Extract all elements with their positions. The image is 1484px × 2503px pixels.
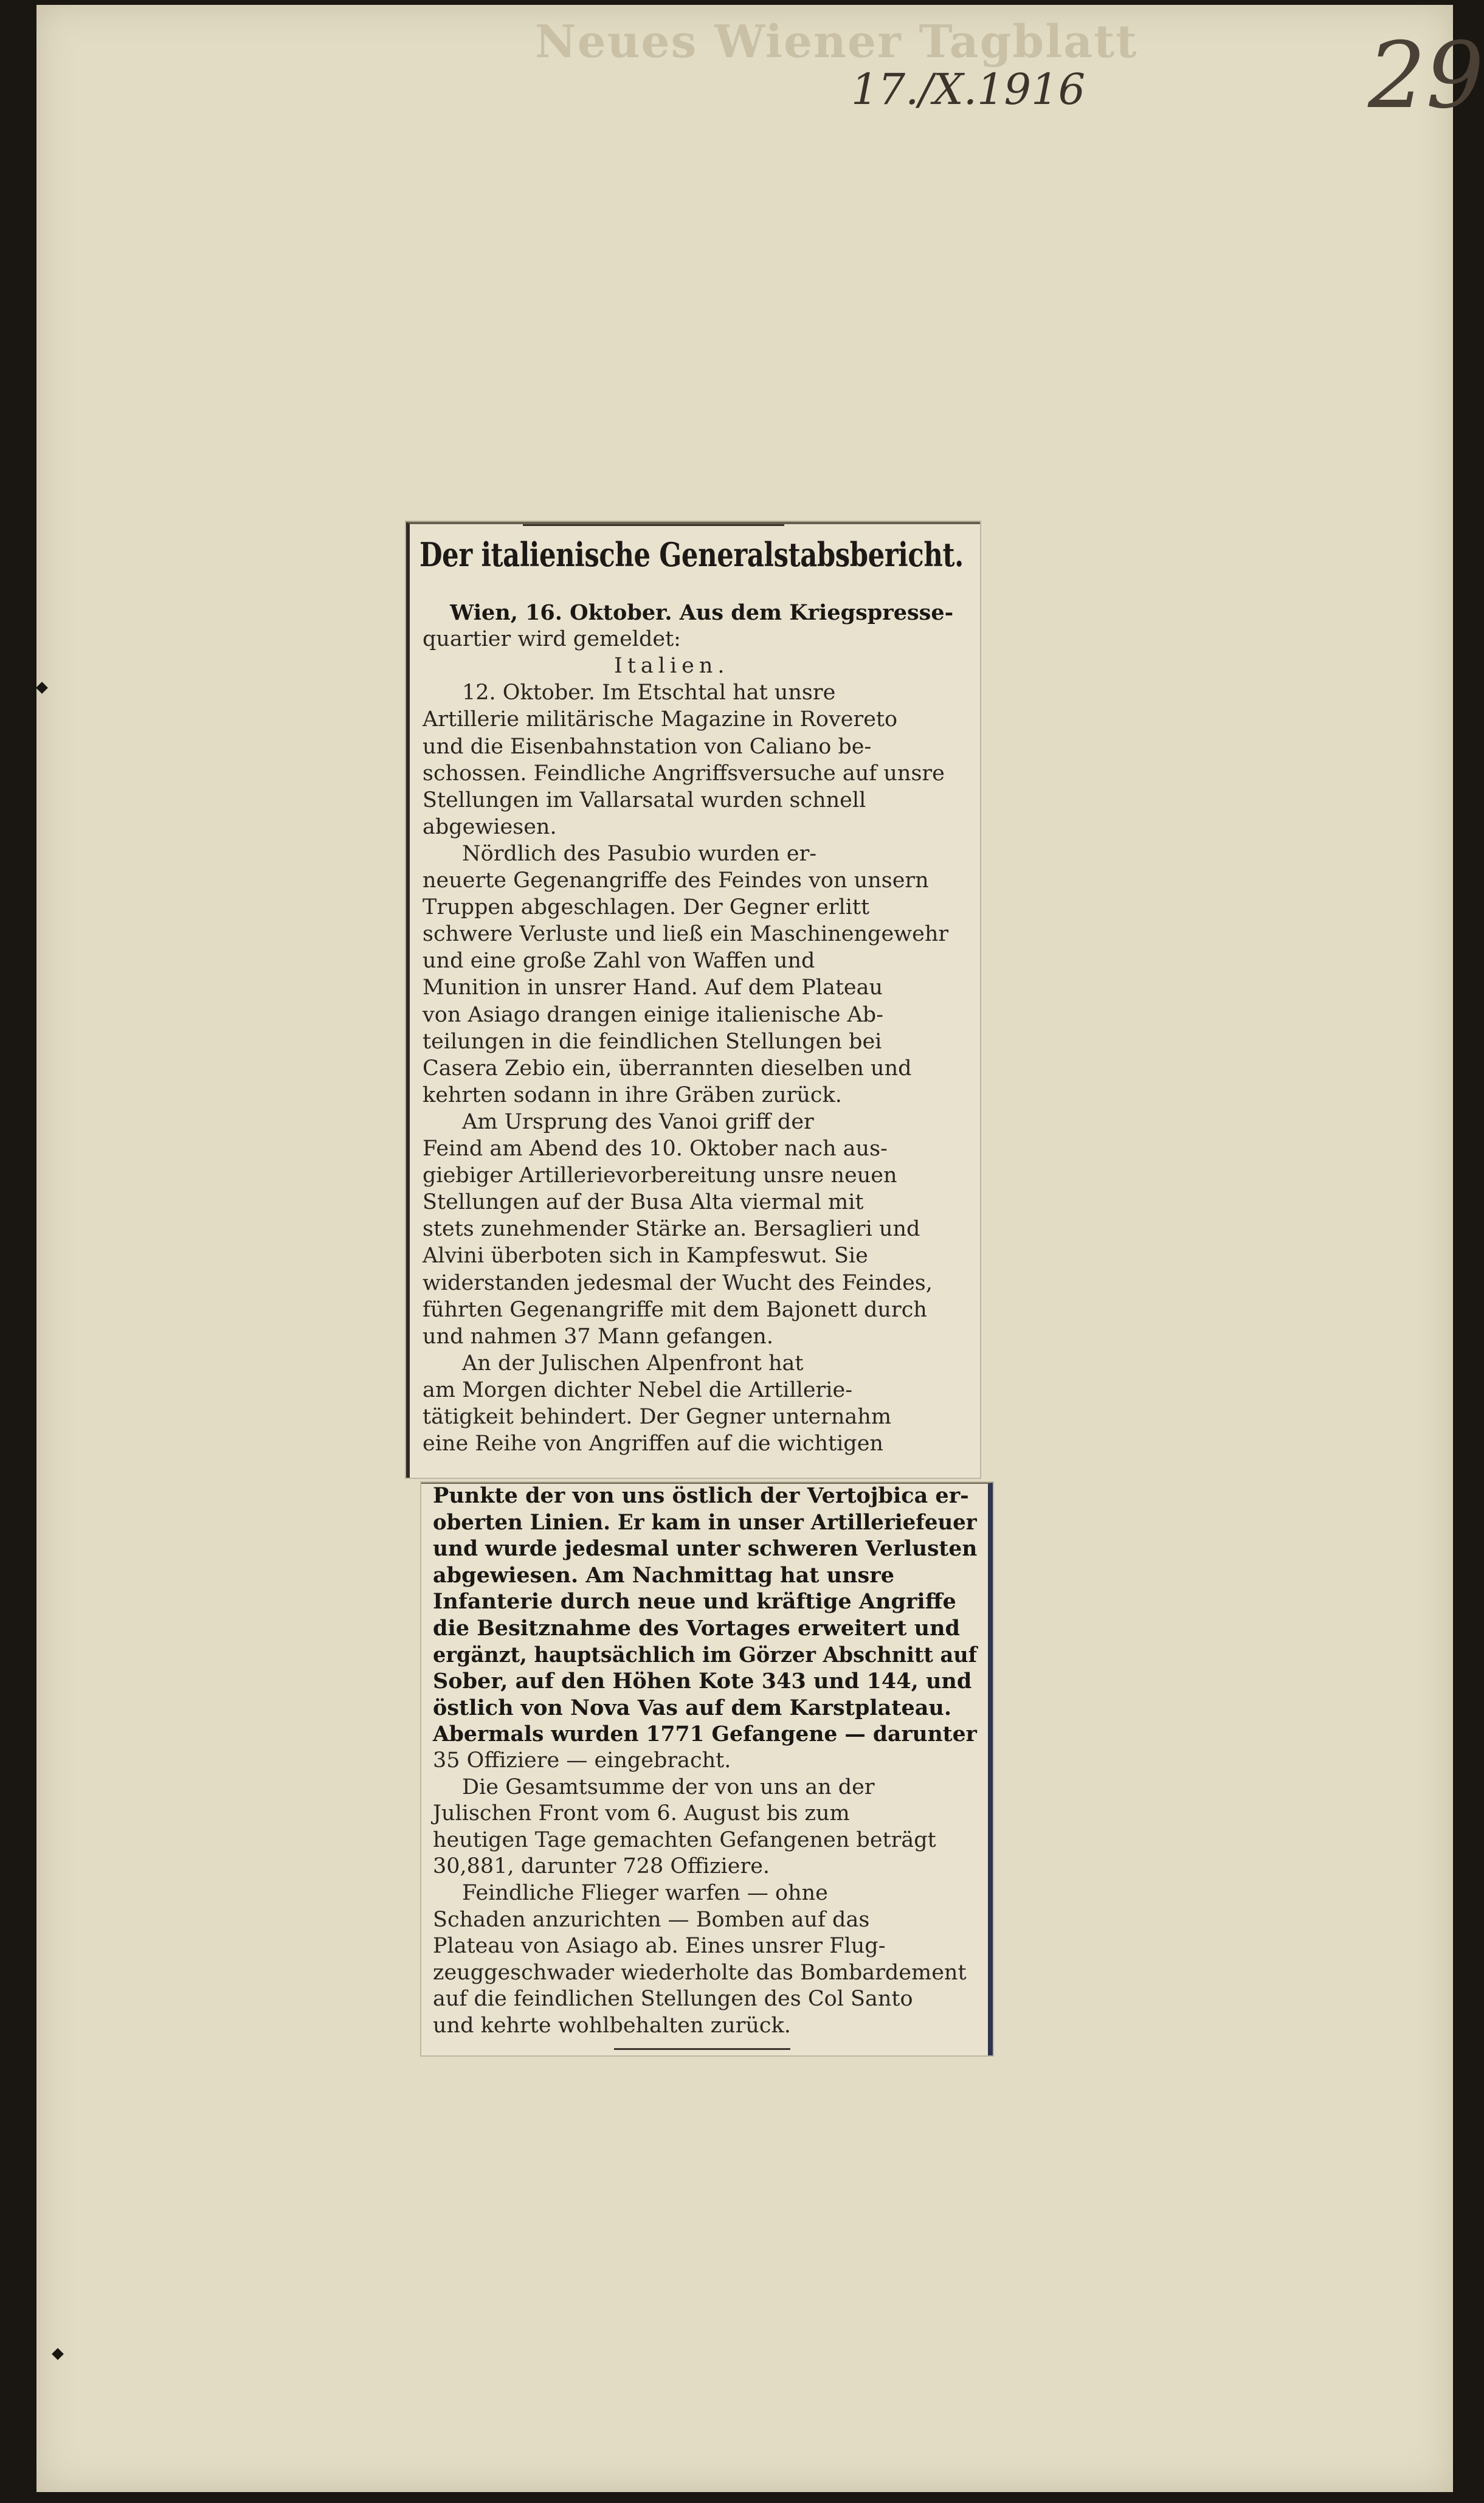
article-line: schwere Verluste und ließ ein Maschinengewehr [423,922,949,946]
article-line: Infanterie durch neue und kräftige Angriffe [433,1589,956,1614]
article-line: von Asiago drangen einige italienische Ab- [423,1003,884,1027]
article-line: am Morgen dichter Nebel die Artillerie- [423,1378,853,1402]
article-line: Casera Zebio ein, überrannten dieselben und [423,1056,912,1081]
article-line: abgewiesen. [423,815,557,839]
article-line: heutigen Tage gemachten Gefangenen beträgt [433,1828,936,1852]
article-line: 30,881, darunter 728 Offiziere. [433,1854,770,1878]
article-line: schossen. Feindliche Angriffsversuche auf unsre [423,761,945,786]
end-rule [614,2048,790,2050]
article-line: ergänzt, hauptsächlich im Görzer Abschnitt auf [433,1643,978,1667]
article-line: Feind am Abend des 10. Oktober nach aus- [423,1137,888,1161]
article-line: abgewiesen. Am Nachmittag hat unsre [433,1563,894,1588]
article-line: giebiger Artillerievorbereitung unsre neuen [423,1163,897,1188]
article-line: Punkte der von uns östlich der Vertojbica er- [433,1483,969,1508]
headline-rule [523,524,784,526]
article-line: Plateau von Asiago ab. Eines unsrer Flug- [433,1934,886,1958]
article-headline: Der italienische Generalstabsbericht. [419,535,964,574]
article-line: stets zunehmender Stärke an. Bersaglieri und [423,1217,920,1241]
article-line: und eine große Zahl von Waffen und [423,949,815,973]
article-line: Feindliche Flieger warfen — ohne [462,1881,828,1905]
article-line: Die Gesamtsumme der von uns an der [462,1775,875,1799]
article-line: Artillerie militärische Magazine in Rovereto [423,707,898,732]
article-line: zeuggeschwader wiederholte das Bombardement [433,1961,967,1985]
article-line: oberten Linien. Er kam in unser Artilleriefeuer [433,1510,977,1535]
handwritten-date: 17./X.1916 [851,64,1086,114]
article-line: Stellungen im Vallarsatal wurden schnell [423,788,866,812]
article-line: Abermals wurden 1771 Gefangene — darunter [433,1722,977,1747]
article-line: Sober, auf den Höhen Kote 343 und 144, und [433,1669,972,1694]
article-line: führten Gegenangriffe mit dem Bajonett durch [423,1298,927,1322]
article-line: teilungen in die feindlichen Stellungen bei [423,1030,882,1054]
article-line: auf die feindlichen Stellungen des Col Santo [433,1987,913,2011]
article-line: und die Eisenbahnstation von Caliano be- [423,735,872,759]
article-line: Nördlich des Pasubio wurden er- [462,842,817,866]
article-line: Schaden anzurichten — Bomben auf das [433,1908,870,1932]
article-line: neuerte Gegenangriffe des Feindes von unsern [423,868,929,893]
article-line: Julischen Front vom 6. August bis zum [433,1801,850,1826]
article-line: östlich von Nova Vas auf dem Karstplateau. [433,1695,952,1720]
article-line: Italien. [614,654,730,678]
article-line: quartier wird gemeldet: [423,627,681,651]
article-line: widerstanden jedesmal der Wucht des Feindes, [423,1271,933,1295]
article-line: und nahmen 37 Mann gefangen. [423,1324,773,1349]
article-line: Wien, 16. Oktober. Aus dem Kriegspresse- [450,600,954,625]
article-line: Stellungen auf der Busa Alta viermal mit [423,1190,864,1214]
article-line: Am Ursprung des Vanoi griff der [462,1110,814,1134]
article-line: Munition in unsrer Hand. Auf dem Plateau [423,975,883,1000]
article-line: An der Julischen Alpenfront hat [462,1351,804,1376]
article-line: Alvini überboten sich in Kampfeswut. Sie [423,1244,868,1268]
article-line: 12. Oktober. Im Etschtal hat unsre [462,680,836,705]
folio-number: 29 [1368,23,1484,129]
newspaper-stamp: Neues Wiener Tagblatt [535,16,1138,68]
article-line: und kehrte wohlbehalten zurück. [433,2013,791,2038]
article-line: die Besitznahme des Vortages erweitert und [433,1616,961,1641]
article-line: kehrten sodann in ihre Gräben zurück. [423,1083,842,1107]
article-line: eine Reihe von Angriffen auf die wichtigen [423,1432,883,1456]
article-line: 35 Offiziere — eingebracht. [433,1748,731,1773]
article-line: tätigkeit behindert. Der Gegner unternahm [423,1405,892,1429]
article-line: Truppen abgeschlagen. Der Gegner erlitt [423,895,870,919]
article-line: und wurde jedesmal unter schweren Verlusten [433,1536,978,1561]
